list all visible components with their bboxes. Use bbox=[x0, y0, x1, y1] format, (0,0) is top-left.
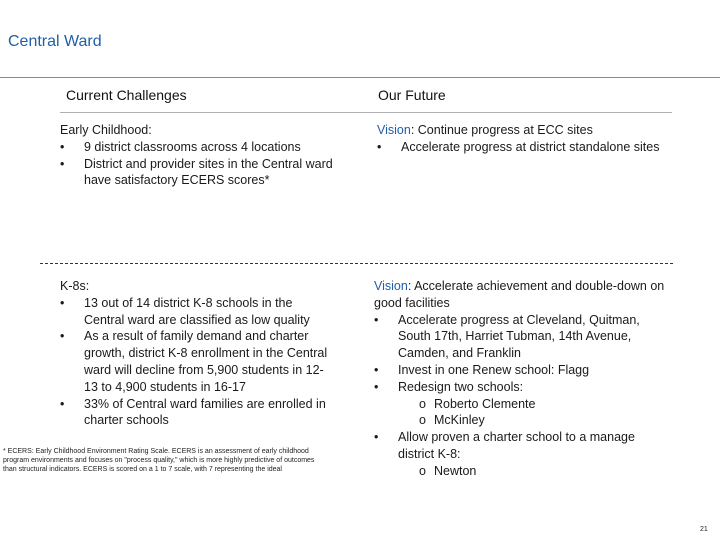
early-childhood-vision bbox=[377, 122, 667, 156]
section-divider bbox=[40, 263, 673, 264]
k8-challenges bbox=[60, 278, 328, 429]
early-vision-line bbox=[377, 122, 667, 139]
list-item: • District and provider sites in the Central ward have satisfactory ECERS scores* bbox=[60, 156, 335, 190]
header-divider bbox=[60, 112, 672, 113]
our-future-header: Our Future bbox=[378, 87, 446, 103]
list-item: • Accelerate progress at district standalone sites bbox=[377, 139, 667, 156]
list-item-text: Redesign two schools: bbox=[398, 379, 524, 394]
k8-vision-line bbox=[374, 278, 672, 312]
list-item bbox=[374, 429, 672, 479]
k8-vision bbox=[374, 278, 672, 480]
early-childhood-heading: Early Childhood: bbox=[60, 123, 152, 137]
charter-schools-list bbox=[398, 463, 672, 480]
k8-bullets bbox=[60, 295, 328, 429]
current-challenges-header: Current Challenges bbox=[66, 87, 187, 103]
vision-text: : Accelerate achievement and double-down on good facilities bbox=[374, 279, 665, 310]
sub-list-item: o Roberto Clemente bbox=[398, 396, 672, 413]
top-divider bbox=[0, 77, 720, 78]
early-vision-bullets bbox=[377, 139, 667, 156]
k8-heading: K-8s: bbox=[60, 279, 90, 293]
k8-vision-bullets bbox=[374, 312, 672, 480]
list-item-text: Allow proven a charter school to a manage district K-8: bbox=[398, 430, 635, 461]
footnote: * ECERS: Early Childhood Environment Rating Scale. ECERS is an assessment of early childhood program environments and focuses on "process quality," which is more highly predictive of outcomes than structural indicators. ECERS is scored on a 1 to 7 scale, with 7 representing the ideal bbox=[3, 448, 315, 473]
sub-list-item: o Newton bbox=[398, 463, 672, 480]
page-number: 21 bbox=[700, 526, 708, 533]
vision-text: : Continue progress at ECC sites bbox=[410, 123, 593, 137]
list-item: • As a result of family demand and charter growth, district K-8 enrollment in the Central ward will decline from 5,900 students in 12-13 to 4,900 students in 16-17 bbox=[60, 328, 328, 395]
list-item: • Accelerate progress at Cleveland, Quitman, South 17th, Harriet Tubman, 14th Avenue, Camden, and Franklin bbox=[374, 312, 672, 362]
vision-label: Vision bbox=[377, 123, 411, 137]
page-title: Central Ward bbox=[8, 33, 102, 50]
vision-label: Vision bbox=[374, 279, 408, 293]
list-item: • 9 district classrooms across 4 locations bbox=[60, 139, 335, 156]
early-childhood-challenges bbox=[60, 122, 335, 189]
list-item: • Invest in one Renew school: Flagg bbox=[374, 362, 672, 379]
redesign-schools-list bbox=[398, 396, 672, 430]
list-item: • 13 out of 14 district K-8 schools in the Central ward are classified as low quality bbox=[60, 295, 328, 329]
sub-list-item: o McKinley bbox=[398, 412, 672, 429]
early-childhood-bullets bbox=[60, 139, 335, 189]
list-item bbox=[374, 379, 672, 429]
list-item: • 33% of Central ward families are enrolled in charter schools bbox=[60, 396, 328, 430]
